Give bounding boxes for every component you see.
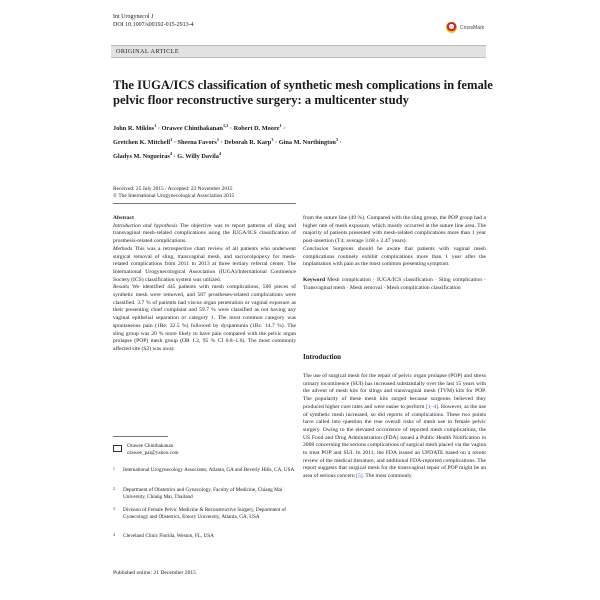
abstract-results-continued: from the suture line (49 %). Compared with the sling group, the POP group had a higher rate of mesh exposure, which mostly occurred at the suture line area. The majority of patients presented with mesh-related complications more than 1 year post-insertion (T4; average 3.68 ± 2.47 years). [303, 215, 486, 245]
author-list: John R. Miklos$^1$ · Orawee Chinthakanan$^{1,2}$ · Robert D. Moore$^1$ · Gretchen K. Mitchell$^1$ · Sheena Favors$^1$ · Deborah R. Karp$^3$ · Gina M. Northington$^3$ · Gladys M. Nogueiras$^4$ · G. Willy Davila$^4$ [113, 123, 342, 161]
published-online: Published online: 21 December 2015 [113, 570, 196, 576]
correspondence-email[interactable]: orawee_pai@yahoo.com [127, 450, 179, 456]
copyright: © The International Urogynecological Association 2015 [113, 193, 235, 199]
author: Sheena Favors$^1$ [177, 137, 219, 147]
doi: DOI 10.1007/s00192-015-2913-4 [113, 22, 194, 28]
author: John R. Miklos$^1$ [113, 123, 157, 133]
abstract-results: Results We identified 445 patients with mesh complications, 506 pieces of synthetic mesh were removed, and 587 prostheses-related complications were classified. 3.7 % of patients had viscus organ penetration or vaginal exposure as their presenting chief complaint and 59.7 % were classified as not having any vaginal epithelial separation or category 1. The most common category was spontaneous pain (1Be: 32.5 %) followed by dyspareunia (1Bc: 14.7 %). The sling group was 20 % more likely to have pain compared with the pelvic organ prolapse (POP) mesh group (OR 1.2, 95 % CI 0.8–1.6). The most commonly affected site (S2) was away [113, 284, 296, 352]
crossmark-badge[interactable] [446, 22, 484, 33]
abstract-introduction: Introduction and hypothesis The objective was to report patterns of sling and transvaginal mesh-related complications using the IUGA/ICS classification of prosthesis-related complications. [113, 222, 296, 245]
article-type-band [111, 45, 486, 58]
journal-header [113, 13, 194, 29]
crossmark-icon [446, 22, 457, 33]
footnote-rule [113, 436, 168, 437]
affiliation: 2 Department of Obstetrics and Gynecology, Faculty of Medicine, Chiang Mai University, Chiang Mai, Thailand [113, 487, 283, 500]
received-dates [113, 186, 303, 200]
citation-link[interactable]: [5] [356, 473, 363, 480]
author: Deborah R. Karp$^3$ [224, 137, 274, 147]
citation-link[interactable]: [1–4] [425, 403, 439, 410]
author: Orawee Chinthakanan$^{1,2}$ [161, 123, 229, 133]
author: Gretchen K. Mitchell$^1$ [113, 137, 173, 147]
article-type: ORIGINAL ARTICLE [116, 48, 180, 55]
affiliation: 3 Division of Female Pelvic Medicine & Reconstructive Surgery, Department of Gynecology and Obstetrics, Emory University, Atlanta, GA, USA [113, 507, 286, 520]
abstract-methods: Methods This was a retrospective chart review of all patients who underwent surgical removal of sling, transvaginal mesh, and sacrocolpopexy for mesh-related complications from 2011 to 2013 at three tertiary referral center. The International Urogynecological Association (IUGA)/International Continence Society (ICS) classification system was utilized. [113, 245, 296, 283]
abstract-conclusion: Conclusion Surgeons should be aware that patients with vaginal mesh complications routinely exhibit complications more than 1 year after the implantation with pain as the most common presenting symptom. [303, 245, 486, 268]
divider [113, 203, 296, 204]
author: Robert D. Moore$^1$ [233, 123, 282, 133]
author: G. Willy Davila$^4$ [177, 151, 222, 161]
correspondence-name: Orawee Chinthakanan [127, 443, 174, 449]
keywords: Keyword Mesh complication · IUGA/ICS classification · Sling complication · Transvaginal mesh · Mesh removal · Mesh complication classification [303, 276, 486, 291]
journal-name: Int Urogynecol J [113, 14, 154, 20]
received-accepted: Received: 25 July 2015 / Accepted: 23 November 2015 [113, 186, 233, 192]
introduction-text: The use of surgical mesh for the repair of pelvic organ prolapse (POP) and stress urinary incontinence (SUI) has increased substantially over the last 15 years with the advent of mesh kits for slings and transvaginal mesh (TVM) kits for POP. The popularity of these mesh kits surged because surgeons believed they produced higher cure rates and were easier to perform [1–4]. However, as the use of synthetic mesh increased, so did reports of complications. These two points have called into question the true overall risks of mesh use in female pelvic surgery. Owing to the elevated occurrence of reported mesh complications, the US Food and Drug Administration (FDA) issued a Public Health Notification in 2008 concerning the serious complications of surgical mesh placed via the vagina to treat POP and SUI. In 2011, the FDA issued an UPDATE based on a recent review of the medical literature, and additional FDA-reported complications. The report suggests that surgical mesh for the transvaginal repair of POP might be an area of serious concern [5]. The most commonly [303, 373, 486, 480]
correspondence [113, 443, 296, 457]
introduction-heading: Introduction [303, 353, 341, 361]
right-column [303, 215, 486, 292]
article-title: The IUGA/ICS classification of synthetic mesh complications in female pelvic floor reconstructive surgery: a multicenter study [113, 78, 493, 107]
author: Gina M. Northington$^3$ [278, 137, 339, 147]
abstract-column [113, 215, 296, 354]
author: Gladys M. Nogueiras$^4$ [113, 151, 173, 161]
affiliation: 4 Cleveland Clinic Florida, Weston, FL, USA [113, 533, 214, 539]
affiliation: 1 International Urogynecology Associates, Atlanta, GA and Beverly Hills, CA, USA [113, 467, 295, 473]
abstract-heading: Abstract [113, 215, 134, 221]
crossmark-label: CrossMark [460, 24, 485, 31]
